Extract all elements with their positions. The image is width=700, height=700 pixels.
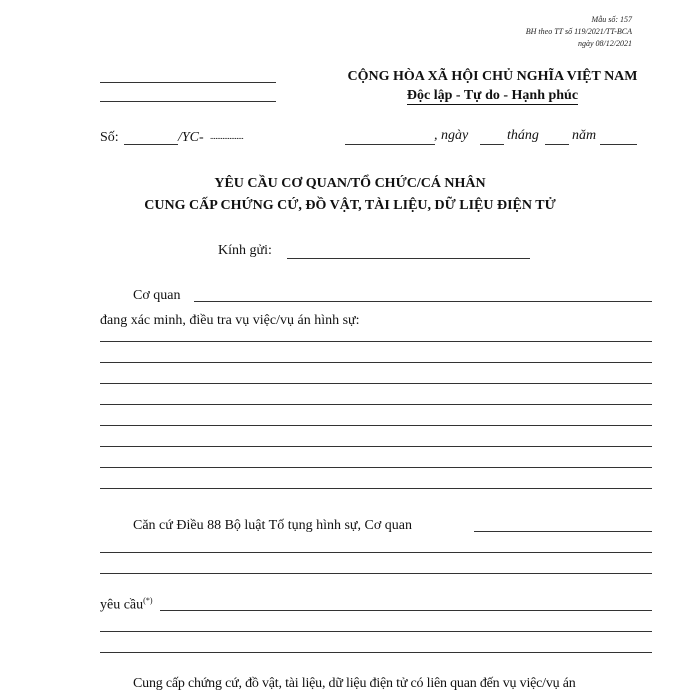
investigating-text: đang xác minh, điều tra vụ việc/vụ án hình sự:	[100, 313, 360, 328]
request-line[interactable]	[160, 610, 652, 611]
legal-line-1[interactable]	[100, 552, 652, 553]
place-line[interactable]	[345, 144, 435, 145]
month-label: tháng	[507, 128, 539, 143]
motto	[320, 88, 665, 104]
legal-basis-agency-line[interactable]	[474, 531, 652, 532]
case-line-6[interactable]	[100, 446, 652, 447]
request-label-text: yêu cầu	[100, 597, 144, 613]
legal-basis-text: Căn cứ Điều 88 Bộ luật Tố tụng hình sự, Cơ quan	[133, 518, 412, 533]
so-label: Số:	[100, 130, 119, 145]
form-code	[526, 14, 632, 50]
agency-line[interactable]	[194, 301, 652, 302]
provide-text: Cung cấp chứng cứ, đồ vật, tài liệu, dữ liệu điện tử có liên quan đến vụ việc/vụ án	[133, 676, 576, 691]
case-line-5[interactable]	[100, 425, 652, 426]
day-line[interactable]	[480, 144, 504, 145]
request-line-3[interactable]	[100, 652, 652, 653]
so-number-line[interactable]	[124, 144, 178, 145]
case-line-4[interactable]	[100, 404, 652, 405]
agency-name-line-1[interactable]	[100, 82, 276, 83]
request-line-2[interactable]	[100, 631, 652, 632]
date-prefix: , ngày	[434, 128, 469, 143]
addressee-line[interactable]	[287, 258, 530, 259]
year-line[interactable]	[600, 144, 637, 145]
legal-line-2[interactable]	[100, 573, 652, 574]
case-line-1[interactable]	[100, 341, 652, 342]
request-label	[100, 596, 152, 614]
title-line-2: CUNG CẤP CHỨNG CỨ, ĐỒ VẬT, TÀI LIỆU, DỮ LIỆU ĐIỆN TỬ	[144, 198, 556, 213]
agency-name-line-2[interactable]	[100, 101, 276, 102]
motto-text: Độc lập - Tự do - Hạnh phúc	[406, 88, 579, 103]
form-number: Mẫu số: 157	[591, 15, 632, 24]
country-header: CỘNG HÒA XÃ HỘI CHỦ NGHĨA VIỆT NAM	[347, 69, 638, 84]
request-note: (*)	[143, 596, 153, 605]
case-line-8[interactable]	[100, 488, 652, 489]
case-line-2[interactable]	[100, 362, 652, 363]
title-line-1: YÊU CẦU CƠ QUAN/TỔ CHỨC/CÁ NHÂN	[214, 176, 486, 191]
year-label: năm	[572, 128, 597, 143]
addressee-label: Kính gửi:	[218, 243, 272, 258]
case-line-3[interactable]	[100, 383, 652, 384]
case-line-7[interactable]	[100, 467, 652, 468]
form-date: ngày 08/12/2021	[578, 39, 632, 48]
yc-label: /YC-	[178, 130, 204, 145]
form-circular: BH theo TT số 119/2021/TT-BCA	[525, 27, 632, 36]
month-line[interactable]	[545, 144, 569, 145]
yc-dots: ...................	[210, 131, 244, 141]
agency-label: Cơ quan	[133, 288, 181, 303]
